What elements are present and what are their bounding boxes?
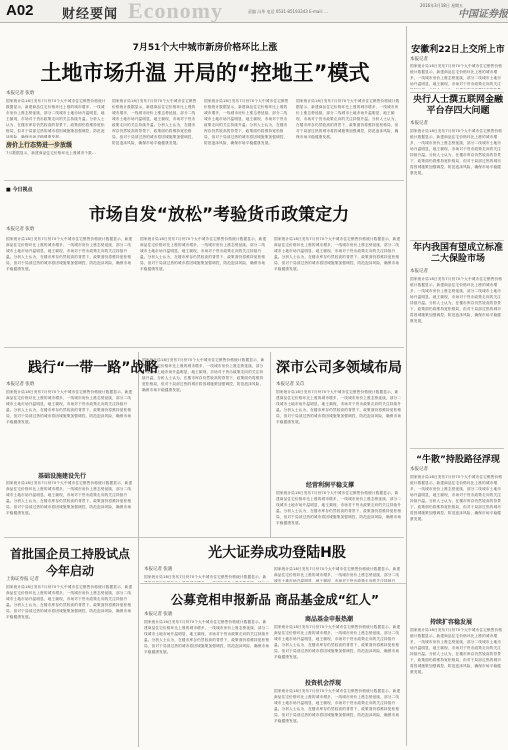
right-story1-byline: 本报记者: [410, 57, 428, 62]
section-divider: [4, 180, 404, 181]
public-funds-body-3: 国家统计局18日发布7月份70个大中城市住宅销售价格统计数据显示，新建商品住宅价格环比上涨的城市增多，一线城市房价上涨态势延续，部分二线城市土地市场升温明显，地王频现，市场对于货币政策走向的关注持续升温。分析人士认为，在楼市库存仍然较高的背景下，政策面仍将维持宽松格局，但对于局部过热的城市将因城施策加强调控，防范泡沫风险，确保市场平稳健康发展。: [274, 689, 401, 723]
commentary-headline: 市场自发“放松”考验货币政策定力: [88, 205, 350, 225]
lead-body-col2: 国家统计局18日发布7月份70个大中城市住宅销售价格统计数据显示，新建商品住宅价格环比上涨的城市增多，一线城市房价上涨态势延续，部分二线城市土地市场升温明显，地王频现，市场对于货币政策走向的关注持续升温。分析人士认为，在楼市库存仍然较高的背景下，政策面仍将维持宽松格局，但对于局部过热的城市将因城施策加强调控，防范泡沫风险，确保市场平稳健康发展。: [112, 99, 197, 145]
right-story4-subhead: 持续扩容稳发展: [430, 619, 473, 626]
section-divider: [4, 537, 404, 538]
lead-body-col4: 国家统计局18日发布7月份70个大中城市住宅销售价格统计数据显示，新建商品住宅价格环比上涨的城市增多，一线城市房价上涨态势延续，部分二线城市土地市场升温明显，地王频现，市场对于货币政策走向的关注持续升温。分析人士认为，在楼市库存仍然较高的背景下，政策面仍将维持宽松格局，但对于局部过热的城市将因城施策加强调控，防范泡沫风险，确保市场平稳健康发展。: [296, 99, 400, 139]
right-divider: [410, 448, 504, 449]
public-funds-body: 国家统计局18日发布7月份70个大中城市住宅销售价格统计数据显示，新建商品住宅价格环比上涨的城市增多，一线城市房价上涨态势延续，部分二线城市土地市场升温明显，地王频现，市场对于货币政策走向的关注持续升温。分析人士认为，在楼市库存仍然较高的背景下，政策面仍将维持宽松格局，但对于局部过热的城市将因城施策加强调控，防范泡沫风险，确保市场平稳健康发展。: [144, 620, 270, 654]
public-funds-body-2: 国家统计局18日发布7月份70个大中城市住宅销售价格统计数据显示，新建商品住宅价格环比上涨的城市增多，一线城市房价上涨态势延续，部分二线城市土地市场升温明显，地王频现，市场对于货币政策走向的关注持续升温。分析人士认为，在楼市库存仍然较高的背景下，政策面仍将维持宽松格局，但对于局部过热的城市将因城施策加强调控，防范泡沫风险，确保市场平稳健康发展。: [274, 625, 401, 659]
employee-shares-byline: 上海证券报 记者: [6, 577, 39, 582]
lead-body-col1: 国家统计局18日发布7月份70个大中城市住宅销售价格统计数据显示，新建商品住宅价格环比上涨的城市增多，一线城市房价上涨态势延续，部分二线城市土地市场升温明显，地王频现，市场对于货币政策走向的关注持续升温。分析人士认为，在楼市库存仍然较高的背景下，政策面仍将维持宽松格局，但对于局部过热的城市将因城施策加强调控，防范泡沫风险，确保市场平稳健康发展。: [6, 99, 106, 138]
section-title-en: Economy: [128, 0, 223, 23]
public-funds-byline: 本报记者 张骏: [144, 612, 173, 617]
right-story4-byline: 本报记者: [410, 467, 428, 472]
public-funds-subhead: 商品基金申报热潮: [305, 616, 354, 623]
guangda-body-2: 国家统计局18日发布7月份70个大中城市住宅销售价格统计数据显示，新建商品住宅价格环比上涨的城市增多，一线城市房价上涨态势延续，部分二线城市土地市场升温明显，地王频现，市场对于货币政策走向的关注持续升: [274, 567, 401, 582]
right-story3-headline: 年内我国有望成立标准二大保险市场: [412, 243, 503, 264]
belt-road-subhead: 基础设施建设先行: [38, 473, 87, 480]
column-divider: [270, 352, 271, 537]
lead-headline: 土地市场升温 开局的“控地王”模式: [40, 61, 370, 85]
lead-body-note: 7月数据显示，新建商品住宅价格环比上涨城市个数...: [6, 151, 96, 155]
belt-road-body-2: 国家统计局18日发布7月份70个大中城市住宅销售价格统计数据显示，新建商品住宅价格环比上涨的城市增多，一线城市房价上涨态势延续，部分二线城市土地市场升温明显，地王频现，市场对于货币政策走向的关注持续升温。分析人士认为，在楼市库存仍然较高的背景下，政策面仍将维持宽松格局，但对于局部过热的城市将因城施策加强调控，防范泡沫风险，确保市场平稳健康发展。: [6, 481, 133, 515]
employee-shares-headline: 首批国企员工持股试点今年启动: [9, 547, 130, 578]
right-story4-body-2: 国家统计局18日发布7月份70个大中城市住宅销售价格统计数据显示，新建商品住宅价格环比上涨的城市增多，一线城市房价上涨态势延续，部分二线城市土地市场升温明显，地王频现，市场对于货币政策走向的关注持续升温。分析人士认为，在楼市库存仍然较高的背景下，政策面仍将维持宽松格局，但对于局部过热的城市将因城施策加强调控，防范泡沫风险，确保市场平稳健康发展。: [410, 628, 503, 674]
commentary-byline: 本报记者 张晗: [6, 227, 35, 232]
employee-shares-body: 国家统计局18日发布7月份70个大中城市住宅销售价格统计数据显示，新建商品住宅价格环比上涨的城市增多，一线城市房价上涨态势延续，部分二线城市土地市场升温明显，地王频现，市场对于货币政策走向的关注持续升温。分析人士认为，在楼市库存仍然较高的背景下，政策面仍将维持宽松格局，但对于局部过热的城市将因城施策加强调控，防范泡沫风险，确保市场平稳健康发展。: [6, 585, 133, 619]
shenzhen-body-2: 国家统计局18日发布7月份70个大中城市住宅销售价格统计数据显示，新建商品住宅价格环比上涨的城市增多，一线城市房价上涨态势延续，部分二线城市土地市场升温明显，地王频现，市场对于货币政策走向的关注持续升温。分析人士认为，在楼市库存仍然较高的背景下，政策面仍将维持宽松格局，但对于局部过热的城市将因城施策加强调控，防范泡沫风险，确保市场平稳健康发展。: [276, 491, 402, 525]
shenzhen-subhead: 经营利润平稳支撑: [306, 482, 355, 489]
right-story3-byline: 本报记者: [410, 269, 428, 274]
shenzhen-byline: 本报记者 吴苡: [276, 382, 305, 387]
shenzhen-body: 国家统计局18日发布7月份70个大中城市住宅销售价格统计数据显示，新建商品住宅价格环比上涨的城市增多，一线城市房价上涨态势延续，部分二线城市土地市场升温明显，地王频现，市场对于货币政策走向的关注持续升温。分析人士认为，在楼市库存仍然较高的背景下，政策面仍将维持宽松格局，但对于局部过热的城市将因城施策加强调控，防范泡沫风险，确保市场平稳健康发展。: [276, 390, 402, 424]
section-divider: [140, 583, 406, 584]
commentary-body-col3: 国家统计局18日发布7月份70个大中城市住宅销售价格统计数据显示，新建商品住宅价格环比上涨的城市增多，一线城市房价上涨态势延续，部分二线城市土地市场升温明显，地王频现，市场对于货币政策走向的关注持续升温。分析人士认为，在楼市库存仍然较高的背景下，政策面仍将维持宽松格局，但对于局部过热的城市将因城施策加强调控，防范泡沫风险，确保市场平稳健康发展。: [274, 237, 401, 271]
right-story4-headline: “牛散”持股路径浮现: [416, 455, 500, 465]
shenzhen-headline: 深市公司多领域布局: [276, 360, 402, 376]
guangda-body: 国家统计局18日发布7月份70个大中城市住宅销售价格统计数据显示，新: [144, 575, 267, 579]
lead-subhead: 房价上行态势进一步放缓: [6, 142, 73, 149]
commentary-tag: ■ 今日视点: [6, 187, 33, 193]
lead-kicker: 7月51个大中城市新房价格环比上涨: [132, 43, 278, 53]
belt-road-byline: 本报记者 张晗: [6, 382, 35, 387]
right-story2-headline: 央行人士撰五联网金融平台存四大问题: [412, 95, 503, 116]
commentary-body-col2: 国家统计局18日发布7月份70个大中城市住宅销售价格统计数据显示，新建商品住宅价格环比上涨的城市增多，一线城市房价上涨态势延续，部分二线城市土地市场升温明显，地王频现，市场对于货币政策走向的关注持续升温。分析人士认为，在楼市库存仍然较高的背景下，政策面仍将维持宽松格局，但对于局部过热的城市将因城施策加强调控，防范泡沫风险，确保市场平稳健康发展。: [140, 237, 267, 271]
belt-road-body-3: 国家统计局18日发布7月份70个大中城市住宅销售价格统计数据显示，新建商品住宅价格环比上涨的城市增多，一线城市房价上涨态势延续，部分二线城市土地市场升温明显，地王频现，市场对于货币政策走向的关注持续升温。分析人士认为，在楼市库存仍然较高的背景下，政策面仍将维持宽松格局，但对于局部过热的城市将因城施策加强调控，防范泡沫风险，确保市场平稳健康发展。: [142, 358, 265, 392]
public-funds-subhead-2: 投资机会浮现: [305, 680, 342, 687]
right-story3-body: 国家统计局18日发布7月份70个大中城市住宅销售价格统计数据显示，新建商品住宅价格环比上涨的城市增多，一线城市房价上涨态势延续，部分二线城市土地市场升温明显，地王频现，市场对于货币政策走向的关注持续升温。分析人士认为，在楼市库存仍然较高的背景下，政策面仍将维持宽松格局，但对于局部过热的城市将因城施策加强调控，防范泡沫风险，确保市场平稳健康发展。: [410, 277, 503, 323]
right-divider: [410, 240, 504, 241]
issue-date: 2016年3月18日 星期五: [420, 3, 464, 8]
right-story1-body: 国家统计局18日发布7月份70个大中城市住宅销售价格统计数据显示，新建商品住宅价格环比上涨的城市增多，一线城市房价上涨态势延续，部分二线城市土地市场升温明显，地王频现，市场对于货币政策走向的关注: [410, 64, 503, 86]
belt-road-body: 国家统计局18日发布7月份70个大中城市住宅销售价格统计数据显示，新建商品住宅价格环比上涨的城市增多，一线城市房价上涨态势延续，部分二线城市土地市场升温明显，地王频现，市场对于货币政策走向的关注持续升温。分析人士认为，在楼市库存仍然较高的背景下，政策面仍将维持宽松格局，但对于局部过热的城市将因城施策加强调控，防范泡沫风险，确保市场平稳健康发展。: [6, 390, 133, 424]
commentary-tag-text: 今日视点: [12, 187, 33, 193]
column-divider: [138, 352, 139, 747]
guangda-headline: 光大证券成功登陆H股: [208, 545, 346, 561]
right-story4-body: 国家统计局18日发布7月份70个大中城市住宅销售价格统计数据显示，新建商品住宅价格环比上涨的城市增多，一线城市房价上涨态势延续，部分二线城市土地市场升温明显，地王频现，市场对于货币政策走向的关注持续升温。分析人士认为，在楼市库存仍然较高的背景下，政策面仍将维持宽松格局，但对于局部过热的城市将因城施策加强调控，防范泡沫风险，确保市场平稳健康发展。: [410, 475, 503, 521]
section-title: 财经要闻: [62, 7, 119, 22]
right-story2-body: 国家统计局18日发布7月份70个大中城市住宅销售价格统计数据显示，新建商品住宅价格环比上涨的城市增多，一线城市房价上涨态势延续，部分二线城市土地市场升温明显，地王频现，市场对于货币政策走向的关注持续升温。分析人士认为，在楼市库存仍然较高的背景下，政策面仍将维持宽松格局，但对于局部过热的城市将因城施策加强调控，防范泡沫风险，确保市场平稳健康发展。: [410, 129, 503, 175]
guangda-byline: 本报记者 张骏: [144, 567, 173, 572]
section-divider: [4, 347, 404, 348]
lead-byline: 本报记者 张晗: [6, 91, 35, 96]
editor-meta: 责编 冯华 电话 0531-85193343 E-mail: ...: [248, 9, 329, 14]
right-story2-byline: 本报记者: [410, 121, 428, 126]
masthead-logo: 中国证券报: [458, 9, 508, 20]
page-number: A02: [6, 2, 34, 19]
right-column-divider: [406, 26, 407, 746]
public-funds-headline: 公募竞相申报新品 商品基金成“红人”: [170, 592, 380, 607]
right-divider: [410, 92, 504, 93]
right-story1-headline: 安徽利22日上交所上市: [411, 45, 505, 55]
commentary-body-col1: 国家统计局18日发布7月份70个大中城市住宅销售价格统计数据显示，新建商品住宅价格环比上涨的城市增多，一线城市房价上涨态势延续，部分二线城市土地市场升温明显，地王频现，市场对于货币政策走向的关注持续升温。分析人士认为，在楼市库存仍然较高的背景下，政策面仍将维持宽松格局，但对于局部过热的城市将因城施策加强调控，防范泡沫风险，确保市场平稳健康发展。: [6, 237, 133, 271]
belt-road-headline: 践行“一带一路”战略: [28, 360, 159, 376]
lead-body-col3: 国家统计局18日发布7月份70个大中城市住宅销售价格统计数据显示，新建商品住宅价格环比上涨的城市增多，一线城市房价上涨态势延续，部分二线城市土地市场升温明显，地王频现，市场对于货币政策走向的关注持续升温。分析人士认为，在楼市库存仍然较高的背景下，政策面仍将维持宽松格局，但对于局部过热的城市将因城施策加强调控，防范泡沫风险，确保市场平稳健康发展。: [204, 99, 289, 145]
